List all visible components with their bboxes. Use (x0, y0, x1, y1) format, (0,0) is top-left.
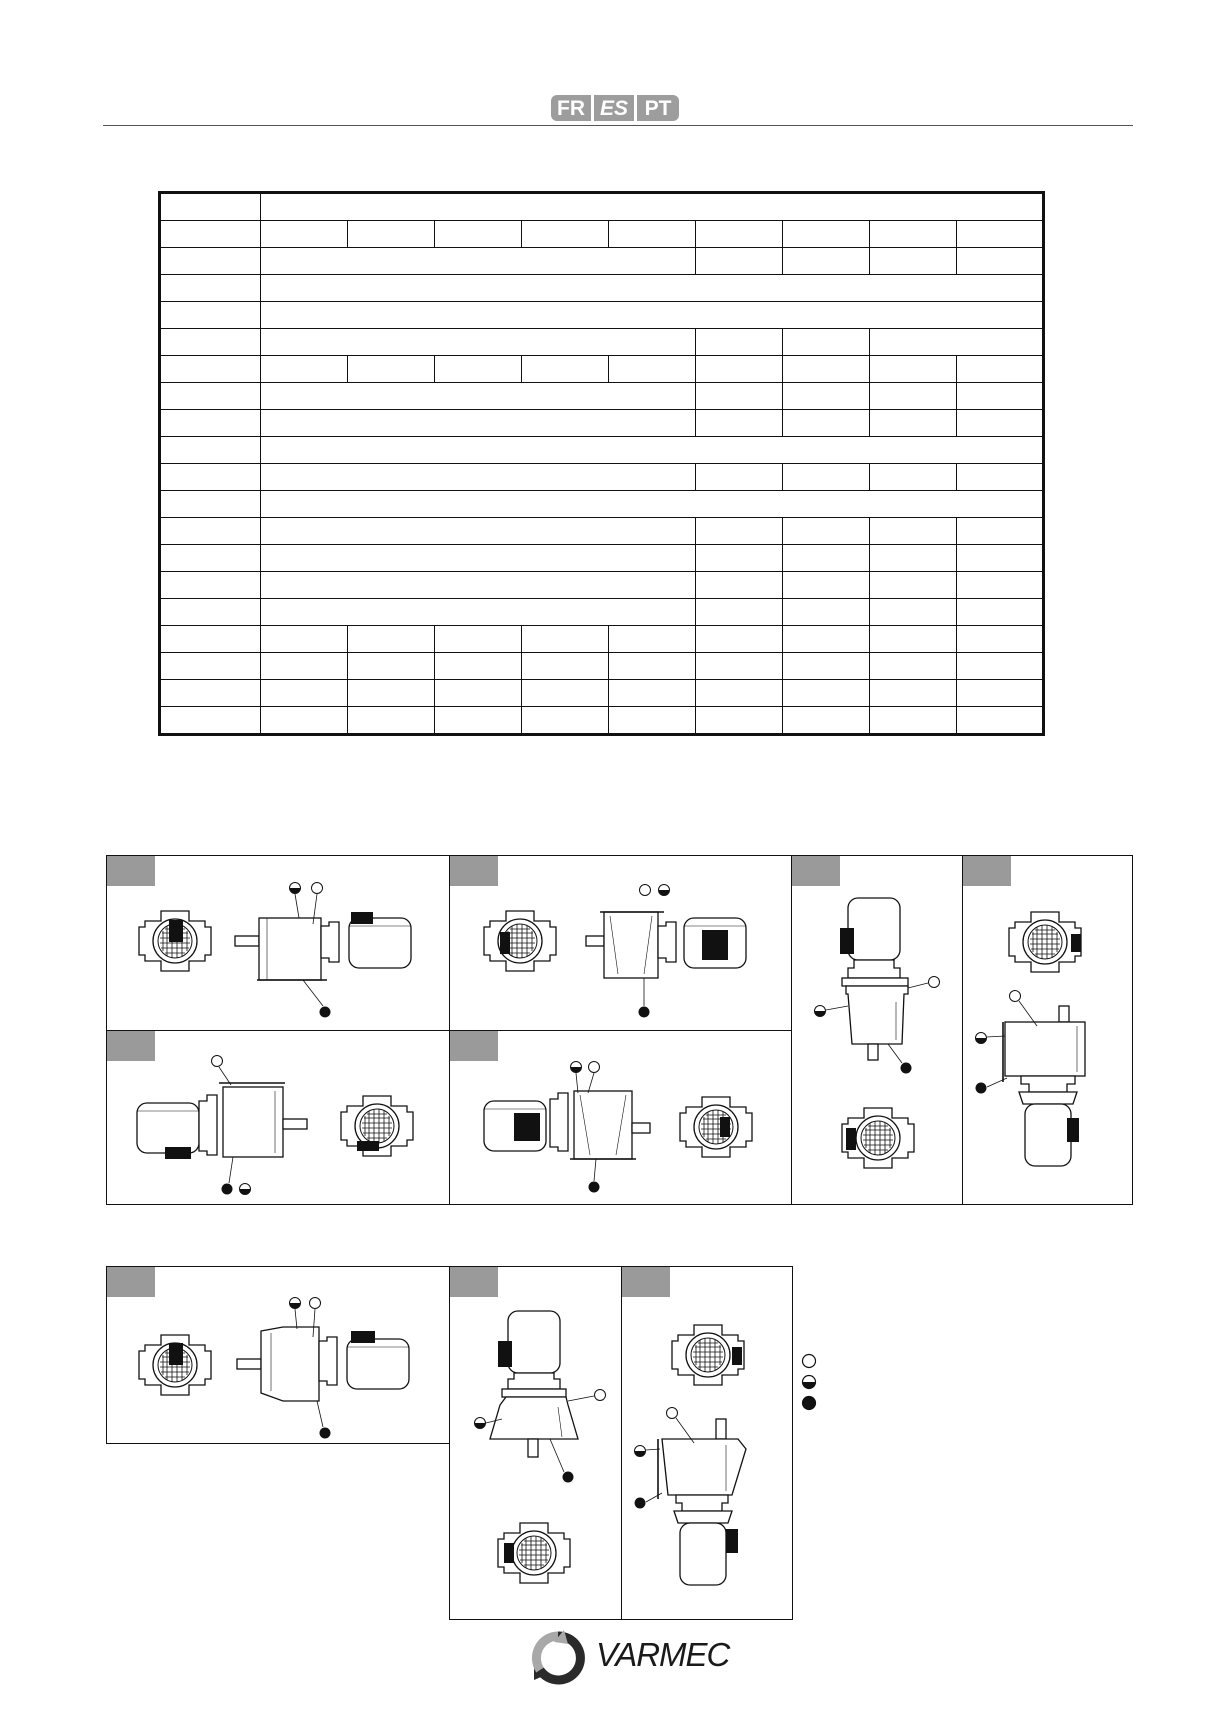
language-pt: PT (637, 95, 679, 121)
filled-circle-icon (800, 1394, 818, 1412)
table-row (160, 193, 1044, 221)
row-label (160, 221, 261, 248)
table-cell (261, 193, 1044, 221)
header-divider (103, 125, 1133, 126)
mounting-panel-b5 (106, 1266, 450, 1444)
table-cell (870, 707, 957, 735)
table-row (160, 491, 1044, 518)
table-row (160, 626, 1044, 653)
table-row (160, 356, 1044, 383)
table-cell (870, 680, 957, 707)
table-cell (783, 383, 870, 410)
mounting-panel-b8 (449, 855, 792, 1031)
table-cell (696, 356, 783, 383)
table-cell (348, 707, 435, 735)
row-label (160, 680, 261, 707)
gearmotor-b8-drawing (450, 856, 791, 1030)
table-cell (696, 464, 783, 491)
table-cell (957, 248, 1044, 275)
table-cell (348, 626, 435, 653)
table-cell (696, 545, 783, 572)
row-label (160, 707, 261, 735)
table-cell (696, 653, 783, 680)
language-fr: FR (551, 95, 591, 121)
row-label (160, 464, 261, 491)
table-cell (696, 248, 783, 275)
table-cell (783, 572, 870, 599)
table-cell (261, 599, 696, 626)
table-row (160, 437, 1044, 464)
table-cell (261, 356, 348, 383)
table-cell (261, 491, 1044, 518)
table-row (160, 329, 1044, 356)
table-cell (696, 329, 783, 356)
table-cell (957, 626, 1044, 653)
table-cell (783, 653, 870, 680)
row-label (160, 437, 261, 464)
table-cell (522, 680, 609, 707)
table-cell (261, 626, 348, 653)
table-cell (435, 680, 522, 707)
row-label (160, 599, 261, 626)
half-filled-circle-icon (800, 1373, 818, 1391)
table-cell (696, 599, 783, 626)
row-label (160, 329, 261, 356)
row-label (160, 302, 261, 329)
gearmotor-v1-drawing (450, 1267, 621, 1619)
table-cell (696, 221, 783, 248)
table-cell (696, 626, 783, 653)
row-label (160, 653, 261, 680)
table-row (160, 248, 1044, 275)
table-cell (609, 680, 696, 707)
table-row (160, 518, 1044, 545)
table-cell (696, 383, 783, 410)
gearmotor-b7-drawing (450, 1031, 791, 1204)
mounting-panel-b6 (106, 1030, 450, 1205)
table-cell (261, 545, 696, 572)
table-cell (957, 545, 1044, 572)
table-cell (261, 410, 696, 437)
row-label (160, 275, 261, 302)
gearmotor-v3-drawing (622, 1267, 792, 1619)
table-cell (783, 464, 870, 491)
mounting-panel-b3 (106, 855, 450, 1031)
table-cell (522, 653, 609, 680)
table-row (160, 221, 1044, 248)
row-label (160, 572, 261, 599)
row-label (160, 545, 261, 572)
table-cell (783, 545, 870, 572)
table-cell (870, 545, 957, 572)
legend-item-open (800, 1352, 1100, 1374)
table-cell (261, 653, 348, 680)
row-label (160, 410, 261, 437)
table-row (160, 599, 1044, 626)
row-label (160, 193, 261, 221)
table-cell (696, 680, 783, 707)
table-row (160, 464, 1044, 491)
table-cell (957, 680, 1044, 707)
table-cell (522, 626, 609, 653)
table-cell (261, 221, 348, 248)
mounting-panel-v5 (791, 855, 963, 1205)
table-cell (870, 383, 957, 410)
table-cell (957, 221, 1044, 248)
gearmotor-v6-drawing (963, 856, 1132, 1204)
table-cell (783, 626, 870, 653)
table-cell (609, 356, 696, 383)
table-cell (261, 464, 696, 491)
legend-item-half (800, 1373, 1100, 1395)
table-cell (261, 383, 696, 410)
table-cell (870, 653, 957, 680)
row-label (160, 356, 261, 383)
table-cell (261, 680, 348, 707)
table-cell (348, 221, 435, 248)
table-cell (957, 653, 1044, 680)
table-row (160, 680, 1044, 707)
table-cell (783, 329, 870, 356)
table-cell (696, 707, 783, 735)
table-row (160, 275, 1044, 302)
table-cell (870, 572, 957, 599)
mounting-panel-v6 (962, 855, 1133, 1205)
table-cell (261, 518, 696, 545)
row-label (160, 626, 261, 653)
table-cell (348, 356, 435, 383)
row-label (160, 518, 261, 545)
brand-name: VARMEC (596, 1636, 730, 1673)
row-label (160, 383, 261, 410)
table-cell (696, 410, 783, 437)
table-cell (348, 653, 435, 680)
table-cell (783, 356, 870, 383)
row-label (160, 491, 261, 518)
table-cell (870, 626, 957, 653)
table-cell (435, 626, 522, 653)
mounting-panel-v3 (621, 1266, 793, 1620)
table-row (160, 545, 1044, 572)
table-cell (261, 248, 696, 275)
specification-table (158, 191, 1045, 736)
gearmotor-b3-drawing (107, 856, 449, 1030)
table-cell (609, 653, 696, 680)
table-cell (261, 275, 1044, 302)
language-es: ES (594, 95, 634, 121)
table-cell (261, 329, 696, 356)
table-cell (783, 248, 870, 275)
table-cell (609, 626, 696, 653)
open-circle-icon (800, 1352, 818, 1370)
table-cell (957, 356, 1044, 383)
mounting-panel-v1 (449, 1266, 622, 1620)
table-cell (522, 221, 609, 248)
table-cell (870, 248, 957, 275)
table-cell (522, 707, 609, 735)
table-row (160, 383, 1044, 410)
table-cell (957, 707, 1044, 735)
table-row (160, 410, 1044, 437)
table-cell (435, 707, 522, 735)
table-cell (870, 329, 1044, 356)
table-cell (783, 518, 870, 545)
table-cell (957, 599, 1044, 626)
table-cell (696, 572, 783, 599)
legend-item-filled (800, 1394, 1100, 1416)
table-cell (522, 356, 609, 383)
table-cell (783, 410, 870, 437)
table-cell (957, 464, 1044, 491)
table-cell (870, 599, 957, 626)
table-cell (261, 437, 1044, 464)
table-row (160, 302, 1044, 329)
table-row (160, 707, 1044, 735)
table-cell (957, 518, 1044, 545)
table-cell (870, 464, 957, 491)
table-cell (696, 518, 783, 545)
gearmotor-v5-drawing (792, 856, 962, 1204)
table-cell (783, 680, 870, 707)
table-cell (783, 599, 870, 626)
language-badge (551, 95, 679, 121)
table-cell (783, 707, 870, 735)
table-cell (870, 410, 957, 437)
table-cell (870, 221, 957, 248)
mounting-panel-b7 (449, 1030, 792, 1205)
table-cell (435, 356, 522, 383)
table-cell (957, 572, 1044, 599)
table-cell (870, 356, 957, 383)
table-cell (609, 707, 696, 735)
table-row (160, 653, 1044, 680)
table-cell (261, 707, 348, 735)
table-cell (348, 680, 435, 707)
table-row (160, 572, 1044, 599)
table-cell (435, 653, 522, 680)
row-label (160, 248, 261, 275)
gearmotor-b6-drawing (107, 1031, 449, 1204)
gearmotor-b5-drawing (107, 1267, 449, 1443)
table-cell (957, 383, 1044, 410)
table-cell (870, 518, 957, 545)
table-cell (261, 572, 696, 599)
table-cell (783, 221, 870, 248)
table-cell (957, 410, 1044, 437)
table-cell (261, 302, 1044, 329)
table-cell (435, 221, 522, 248)
table-cell (609, 221, 696, 248)
